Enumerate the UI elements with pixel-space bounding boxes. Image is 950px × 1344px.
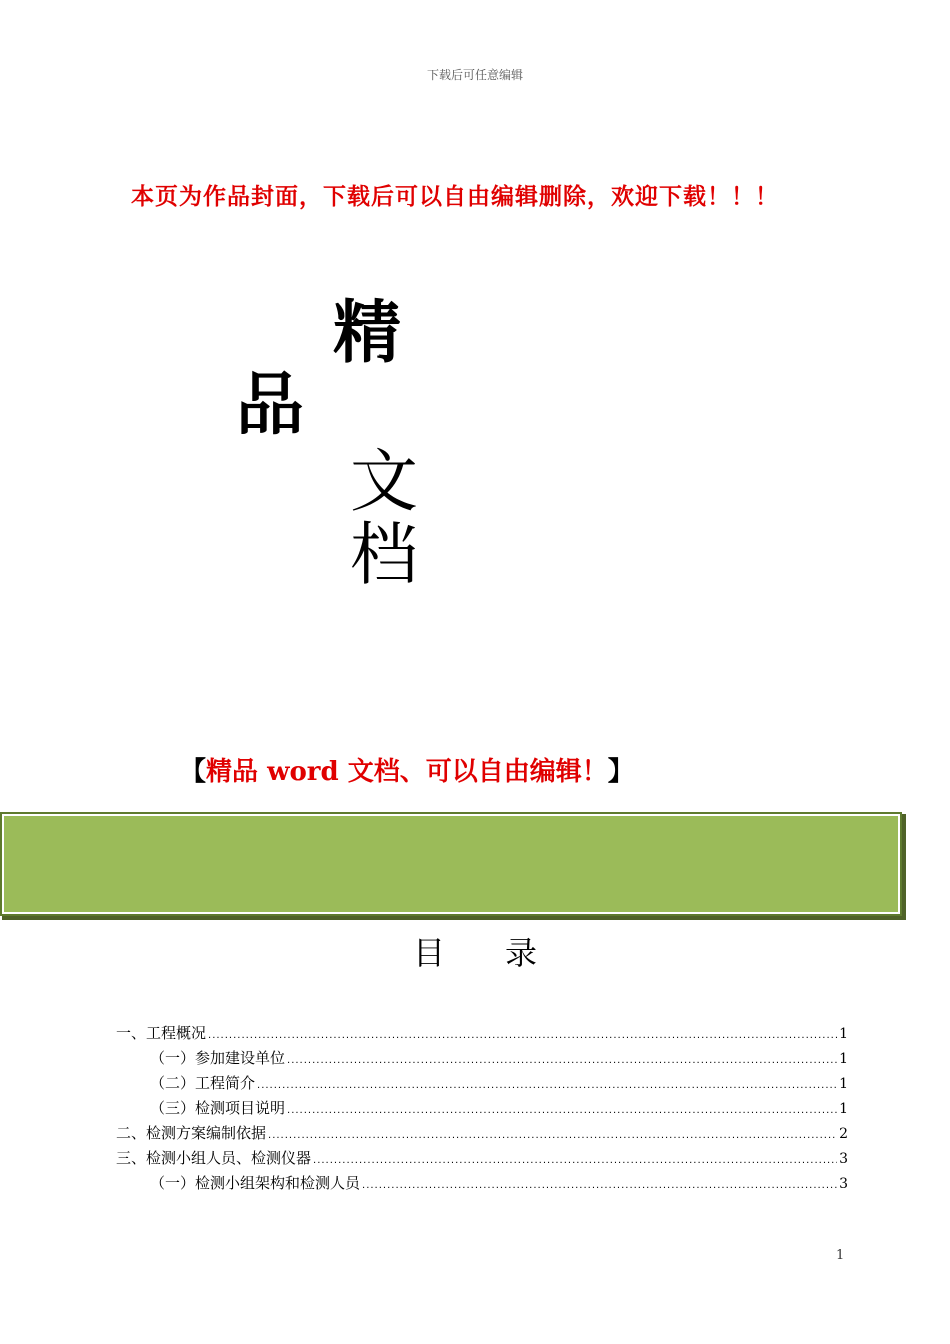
toc-entry[interactable] [116,1171,848,1196]
green-decorative-box [2,814,900,914]
toc-title-part-2: 录 [505,934,538,972]
toc-entry-label: （二）工程简介 [150,1074,256,1092]
toc-leader-dots [313,1148,837,1173]
toc-entry[interactable] [116,1021,848,1046]
cover-subtitle [180,751,634,788]
page-header: 下载后可任意编辑 [426,68,523,82]
subtitle-text: 精品 word 文档、可以自由编辑！ [206,757,608,787]
toc-entry[interactable] [116,1046,848,1071]
toc-entry-label: （一）检测小组架构和检测人员 [150,1174,361,1192]
toc-entry-page: 1 [839,1051,848,1067]
toc-leader-dots [362,1173,837,1198]
subtitle-close-bracket: 】 [607,757,634,787]
toc-entry-label: 一、工程概况 [116,1024,207,1042]
toc-entry-page: 3 [839,1151,848,1167]
toc-leader-dots [208,1023,837,1048]
page-number: 1 [836,1248,845,1263]
toc-entry-page: 2 [839,1126,848,1142]
toc-leader-dots [287,1098,837,1123]
table-of-contents [116,1021,848,1196]
cover-char-1: 精 [333,294,402,373]
toc-entry-page: 1 [839,1101,848,1117]
toc-entry-page: 3 [839,1176,848,1192]
toc-entry-page: 1 [839,1026,848,1042]
subtitle-open-bracket: 【 [180,757,207,787]
toc-title-part-1: 目 [412,934,445,972]
toc-entry[interactable] [116,1071,848,1096]
toc-title [0,928,950,974]
toc-entry-label: （一）参加建设单位 [150,1049,286,1067]
cover-banner: 本页为作品封面，下载后可以自由编辑删除，欢迎下载！！！ [131,184,779,210]
toc-entry-page: 1 [839,1076,848,1092]
toc-leader-dots [287,1048,837,1073]
toc-entry[interactable] [116,1121,848,1146]
toc-entry-label: （三）检测项目说明 [150,1099,286,1117]
cover-char-4: 档 [350,516,419,595]
toc-entry-label: 三、检测小组人员、检测仪器 [116,1149,312,1167]
toc-entry[interactable] [116,1146,848,1171]
toc-entry[interactable] [116,1096,848,1121]
cover-char-3: 文 [350,443,419,522]
toc-entry-label: 二、检测方案编制依据 [116,1124,267,1142]
cover-char-2: 品 [236,366,305,445]
toc-leader-dots [257,1073,837,1098]
toc-leader-dots [268,1123,837,1148]
